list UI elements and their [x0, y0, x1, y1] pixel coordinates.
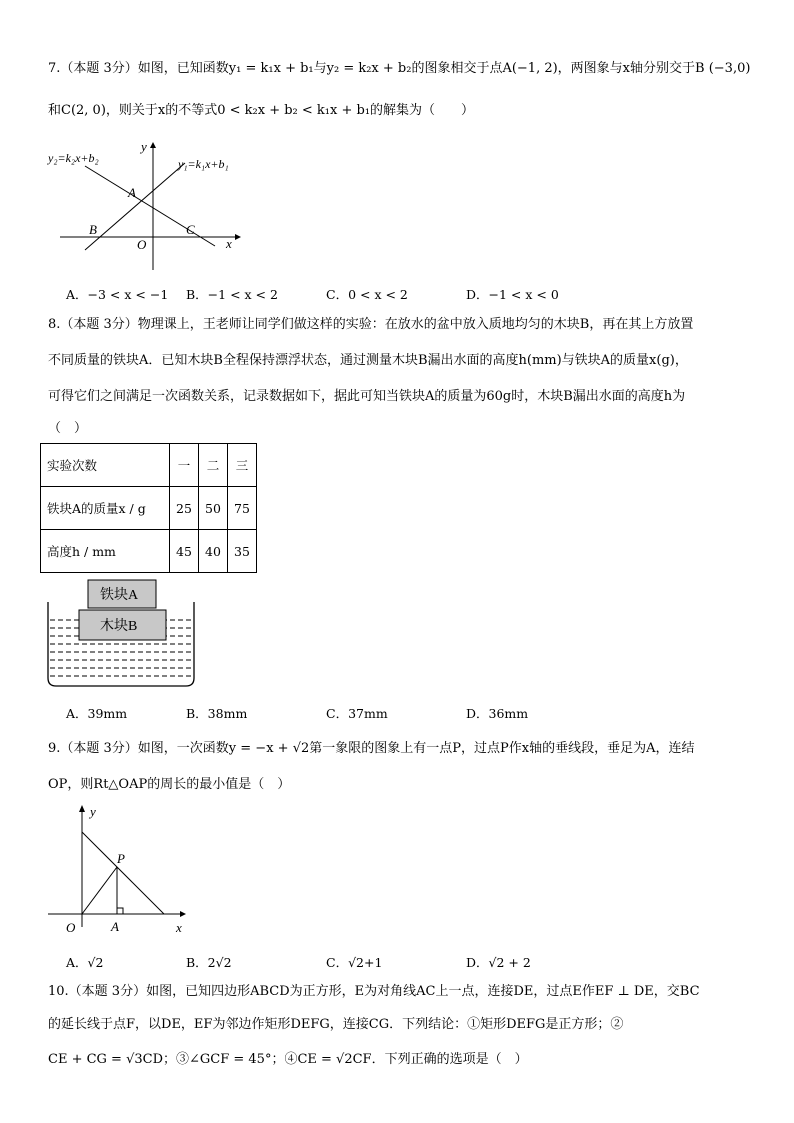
- q9-label-A: A: [111, 919, 119, 934]
- q9-option-c[interactable]: C．√2+1: [326, 955, 383, 970]
- q7-stem-line1: 7.（本题 3分）如图，已知函数y₁ = k₁x + b₁与y₂ = k₂x + b₂的图象相交于点A(−1, 2)，两图象与x轴分别交于B (−3,0): [48, 61, 751, 76]
- table-header-cell: 三: [228, 444, 257, 487]
- q7-label-O: O: [137, 237, 147, 252]
- q8-data-table: [40, 443, 257, 573]
- q8-stem-line1: 8.（本题 3分）物理课上，王老师让同学们做这样的实验：在放水的盆中放入质地均匀的木块B，再在其上方放置: [48, 317, 694, 332]
- q9-label-x: x: [176, 920, 182, 935]
- q9-option-b[interactable]: B．2√2: [186, 955, 232, 970]
- q8-wood-label: 木块B: [100, 619, 138, 634]
- table-row: [41, 487, 257, 530]
- q9-right-angle: [117, 908, 123, 914]
- q9-stem-line1: 9.（本题 3分）如图，一次函数y = −x + √2第一象限的图象上有一点P，过点P作x轴的垂线段，垂足为A，连结: [48, 741, 695, 756]
- q7-y-arrow: [150, 142, 156, 148]
- q9-function-line: [82, 832, 164, 914]
- q8-stem-line3: 可得它们之间满足一次函数关系，记录数据如下，据此可知当铁块A的质量为60g时，木块B漏出水面的高度h为: [48, 389, 686, 404]
- table-header-cell: 实验次数: [41, 444, 170, 487]
- q9-graph: [44, 802, 194, 940]
- q9-option-a[interactable]: A．√2: [66, 955, 104, 970]
- q8-iron-label: 铁块A: [100, 588, 139, 603]
- table-cell: 40: [199, 530, 228, 573]
- q10-stem-line2: 的延长线于点F，以DE，EF为邻边作矩形DEFG，连接CG．下列结论：①矩形DEFG是正方形；②: [48, 1017, 624, 1032]
- table-cell: 铁块A的质量x / g: [41, 487, 170, 530]
- table-cell: 高度h / mm: [41, 530, 170, 573]
- q7-label-y2: y₂=k₂x+b₂: [48, 151, 99, 165]
- q7-option-a[interactable]: A．−3 < x < −1: [66, 287, 169, 302]
- q7-label-x: x: [226, 236, 232, 251]
- table-header-cell: 一: [170, 444, 199, 487]
- q7-label-A: A: [128, 185, 136, 200]
- q8-option-d[interactable]: D．36mm: [466, 706, 529, 721]
- q9-x-arrow: [180, 911, 186, 917]
- q10-stem-line1: 10.（本题 3分）如图，已知四边形ABCD为正方形，E为对角线AC上一点，连接DE，过点E作EF ⊥ DE，交BC: [48, 984, 700, 999]
- q7-option-d[interactable]: D．−1 < x < 0: [466, 287, 559, 302]
- q7-label-B: B: [89, 222, 97, 237]
- q8-option-c[interactable]: C．37mm: [326, 706, 388, 721]
- q9-label-P: P: [117, 851, 125, 866]
- q9-segment-OP: [82, 867, 117, 914]
- q9-option-d[interactable]: D．√2 + 2: [466, 955, 531, 970]
- q9-label-y: y: [90, 804, 96, 819]
- q7-line-y2: [85, 166, 215, 246]
- q7-x-arrow: [235, 234, 241, 240]
- table-cell: 75: [228, 487, 257, 530]
- q7-label-y: y: [141, 139, 147, 154]
- q7-stem-line2: 和C(2, 0)，则关于x的不等式0 < k₂x + b₂ < k₁x + b₁的解集为（ ）: [48, 103, 475, 118]
- table-cell: 50: [199, 487, 228, 530]
- q9-stem-line2: OP，则Rt△OAP的周长的最小值是（ ）: [48, 777, 291, 792]
- q9-label-O: O: [66, 920, 76, 935]
- q7-option-c[interactable]: C．0 < x < 2: [326, 287, 408, 302]
- q8-option-b[interactable]: B．38mm: [186, 706, 248, 721]
- table-row: [41, 530, 257, 573]
- q7-graph: [40, 138, 260, 273]
- q8-stem-line2: 不同质量的铁块A．已知木块B全程保持漂浮状态，通过测量木块B漏出水面的高度h(mm)与铁块A的质量x(g)，: [48, 353, 688, 368]
- q8-option-a[interactable]: A．39mm: [66, 706, 128, 721]
- table-cell: 25: [170, 487, 199, 530]
- table-cell: 45: [170, 530, 199, 573]
- table-header-cell: 二: [199, 444, 228, 487]
- q9-y-arrow: [79, 805, 85, 812]
- table-cell: 35: [228, 530, 257, 573]
- q7-option-b[interactable]: B．−1 < x < 2: [186, 287, 278, 302]
- q7-label-y1: y₁=k₁x+b₁: [178, 157, 229, 171]
- q8-experiment-figure: [44, 578, 199, 693]
- q7-label-C: C: [186, 222, 195, 237]
- q8-stem-line4: （ ）: [48, 421, 88, 436]
- q10-stem-line3: CE + CG = √3CD；③∠GCF = 45°；④CE = √2CF．下列正确的选项是（ ）: [48, 1052, 528, 1067]
- table-row: [41, 444, 257, 487]
